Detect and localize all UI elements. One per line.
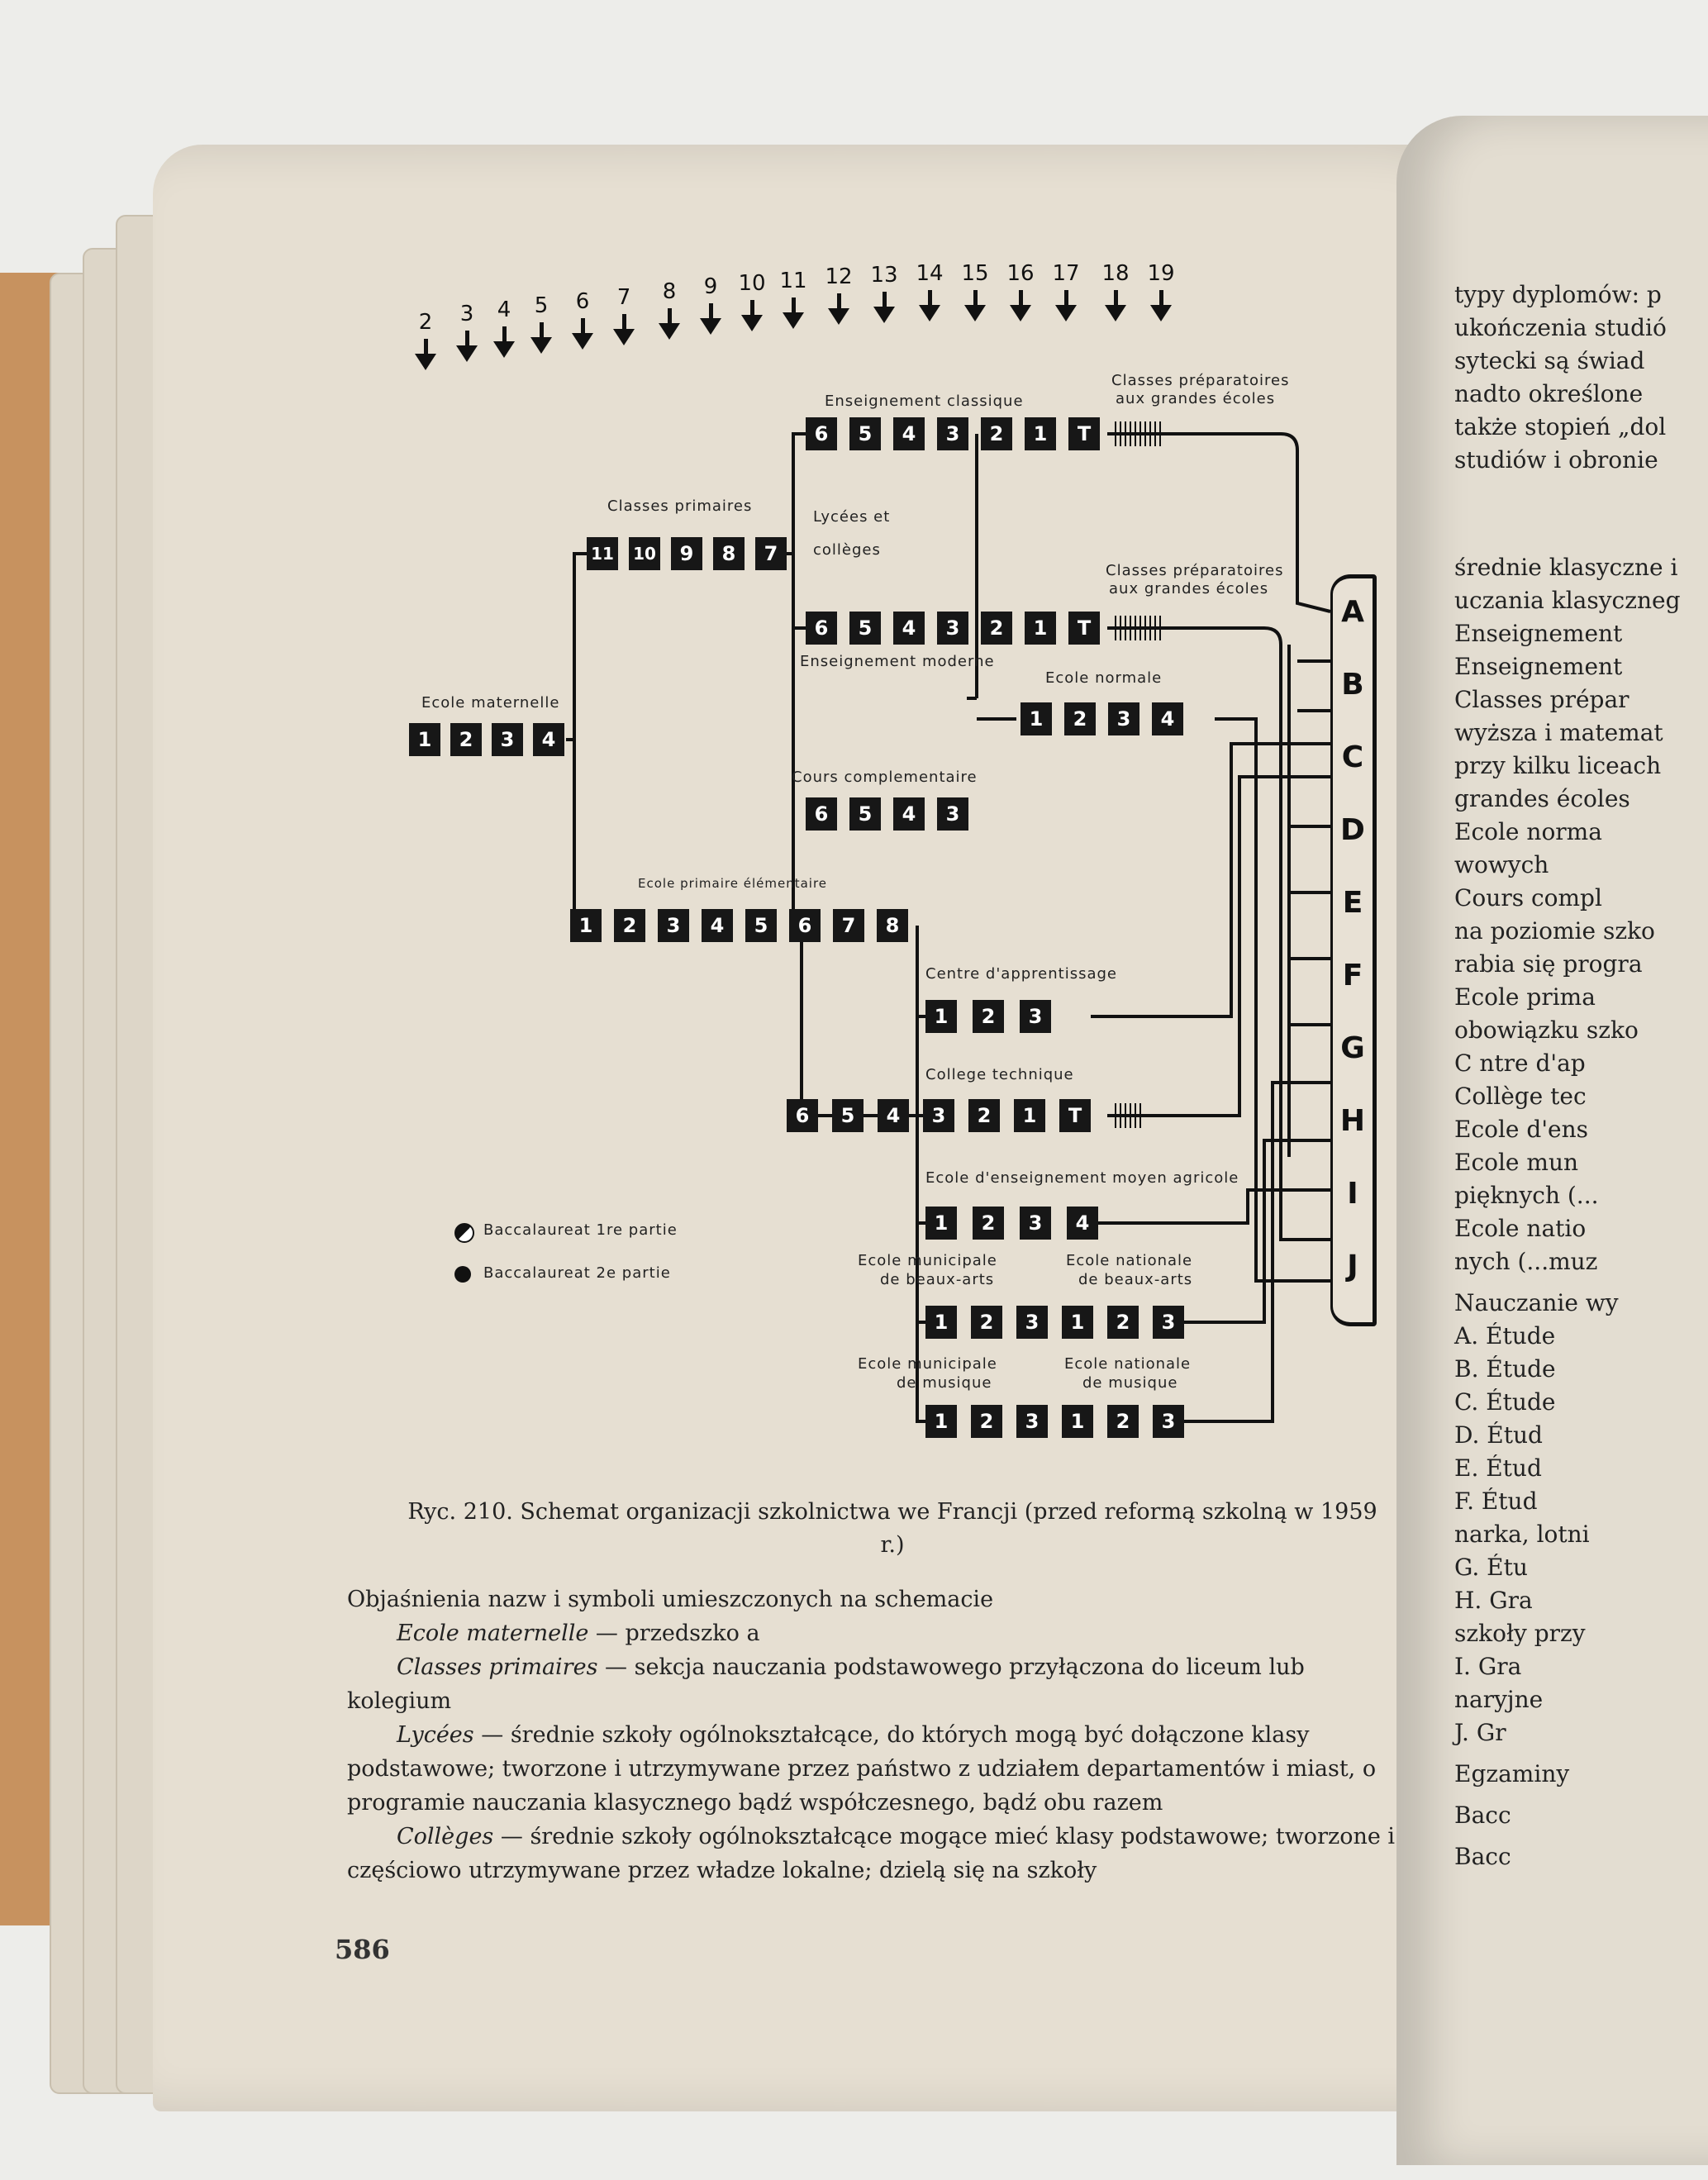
right-page-line: Nauczanie wy	[1454, 1289, 1619, 1316]
class-box-technique: 1	[1014, 1099, 1045, 1132]
right-page-line: C ntre d'ap	[1454, 1050, 1586, 1077]
label-classes-prep: Classes préparatoires	[1111, 372, 1290, 389]
right-page-line: Classes prépar	[1454, 686, 1629, 713]
down-arrow-icon	[502, 326, 507, 343]
definition: — średnie szkoły ogólnokształcące mogące mieć klasy podstawowe; tworzone i częściowo utrzymywane przez władze lokalne; dzielą się na szkoły	[347, 1824, 1396, 1883]
down-arrow-icon	[919, 305, 940, 321]
right-page-line: Collège tec	[1454, 1083, 1587, 1110]
right-page-line: J. Gr	[1454, 1719, 1506, 1746]
right-page-line: G. Étu	[1454, 1554, 1528, 1581]
class-box-classique: 1	[1025, 417, 1056, 450]
down-arrow-icon	[572, 333, 593, 350]
right-page-line: grandes écoles	[1454, 785, 1630, 812]
right-page-line: B. Étude	[1454, 1355, 1556, 1383]
paragraph	[347, 1820, 1405, 1887]
class-box-beaux_arts: 2	[971, 1306, 1002, 1339]
right-page-line: szkoły przy	[1454, 1620, 1586, 1647]
legend-bac-2: Baccalaureat 2e partie	[483, 1264, 671, 1282]
class-box-beaux_arts: 1	[1062, 1306, 1093, 1339]
class-box-musique: 1	[1062, 1405, 1093, 1438]
down-arrow-icon	[581, 318, 585, 335]
class-box-elementaire: 4	[702, 909, 733, 942]
class-box-moderne: 2	[981, 612, 1012, 645]
down-arrow-icon	[700, 318, 721, 335]
label-ecole-nat-ba-2: de beaux-arts	[1078, 1271, 1193, 1288]
diploma-letter: J	[1347, 1249, 1358, 1283]
class-box-musique: 3	[1153, 1405, 1184, 1438]
class-box-classique: 6	[806, 417, 837, 450]
right-page-line: A. Étude	[1454, 1322, 1556, 1349]
right-page-line: Ecole natio	[1454, 1215, 1587, 1242]
down-arrow-icon	[613, 329, 635, 345]
class-box-technique: 2	[968, 1099, 1000, 1132]
class-box-technique: 3	[923, 1099, 954, 1132]
age-label: 19	[1147, 261, 1175, 286]
class-box-musique: 3	[1016, 1405, 1048, 1438]
down-arrow-icon	[709, 303, 713, 320]
class-box-technique: 5	[832, 1099, 864, 1132]
right-page-line: narka, lotni	[1454, 1521, 1590, 1548]
class-box-normale: 3	[1108, 702, 1139, 735]
diploma-letter: G	[1340, 1031, 1365, 1065]
down-arrow-icon	[837, 293, 841, 310]
class-box-elementaire: 8	[877, 909, 908, 942]
class-box-elementaire: 1	[570, 909, 602, 942]
age-label: 13	[870, 263, 898, 288]
class-box-moderne: 3	[937, 612, 968, 645]
class-box-agricole: 4	[1067, 1207, 1098, 1240]
right-page-line: przy kilku liceach	[1454, 752, 1662, 779]
diploma-letter-column	[1330, 574, 1377, 1326]
label-lycees: Lycées et	[813, 508, 891, 526]
class-box-beaux_arts: 3	[1016, 1306, 1048, 1339]
right-page-line: sytecki są świad	[1454, 347, 1645, 374]
class-box-primaires: 8	[713, 537, 745, 570]
down-arrow-icon	[1010, 305, 1031, 321]
class-box-primaires: 11	[587, 537, 618, 570]
class-box-moderne: 4	[893, 612, 925, 645]
half-dot-icon	[454, 1223, 474, 1243]
age-label: 18	[1101, 261, 1130, 286]
right-page	[1396, 116, 1708, 2165]
down-arrow-icon	[668, 308, 672, 325]
age-label: 3	[459, 302, 474, 326]
diploma-letter: I	[1347, 1177, 1358, 1211]
diploma-letter: C	[1341, 740, 1364, 774]
class-box-technique: T	[1059, 1099, 1091, 1132]
class-box-classique: 4	[893, 417, 925, 450]
definition: — sekcja nauczania podstawowego przyłączona do liceum lub kolegium	[347, 1654, 1305, 1714]
class-box-primaires: 9	[671, 537, 702, 570]
class-box-technique: 4	[878, 1099, 909, 1132]
age-label: 8	[662, 279, 677, 304]
label-ecole-mun-ba: Ecole municipale	[858, 1252, 997, 1269]
label-ecole-mun-mu: Ecole municipale	[858, 1355, 997, 1373]
class-box-classique: 5	[849, 417, 881, 450]
right-page-line: Egzaminy	[1454, 1760, 1570, 1787]
diploma-letter: E	[1342, 886, 1363, 920]
page-number: 586	[335, 1934, 390, 1965]
right-page-line: średnie klasyczne i	[1454, 554, 1678, 581]
class-box-musique: 2	[1107, 1405, 1139, 1438]
right-page-line: na poziomie szko	[1454, 917, 1655, 945]
age-label: 12	[825, 264, 853, 289]
right-page-line: nadto określone	[1454, 380, 1644, 407]
down-arrow-icon	[828, 308, 849, 325]
school-system-diagram	[388, 248, 1413, 1471]
age-label: 16	[1006, 261, 1035, 286]
down-arrow-icon	[792, 297, 796, 314]
down-arrow-icon	[928, 290, 932, 307]
class-box-musique: 2	[971, 1405, 1002, 1438]
down-arrow-icon	[973, 290, 978, 307]
diploma-letter: D	[1340, 813, 1365, 847]
right-page-line: Bacc	[1454, 1843, 1511, 1870]
down-arrow-icon	[1159, 290, 1163, 307]
age-label: 9	[703, 274, 718, 299]
class-box-elementaire: 3	[658, 909, 689, 942]
right-page-line: nych (...muz	[1454, 1248, 1598, 1275]
label-ecole-mun-mu-2: de musique	[897, 1374, 992, 1392]
down-arrow-icon	[1105, 305, 1126, 321]
class-box-classique: 2	[981, 417, 1012, 450]
class-box-complementaire: 6	[806, 797, 837, 831]
right-page-line: uczania klasyczneg	[1454, 587, 1681, 614]
down-arrow-icon	[659, 323, 680, 340]
class-box-agricole: 1	[925, 1207, 957, 1240]
full-dot-icon	[454, 1266, 471, 1283]
diploma-letter: B	[1341, 668, 1364, 702]
class-box-maternelle: 3	[492, 723, 523, 756]
right-page-line: F. Étud	[1454, 1487, 1538, 1515]
class-box-maternelle: 1	[409, 723, 440, 756]
right-page-line: typy dyplomów: p	[1454, 281, 1662, 308]
label-ecole-normale: Ecole normale	[1045, 669, 1163, 687]
right-page-line: H. Gra	[1454, 1587, 1533, 1614]
class-box-maternelle: 4	[533, 723, 564, 756]
age-label: 7	[616, 285, 631, 310]
term: Classes primaires	[397, 1654, 598, 1680]
diploma-letter: H	[1339, 1104, 1366, 1138]
class-box-moderne: 5	[849, 612, 881, 645]
class-box-elementaire: 5	[745, 909, 777, 942]
explanation-heading: Objaśnienia nazw i symboli umieszczonych na schemacie	[347, 1587, 994, 1612]
class-box-complementaire: 4	[893, 797, 925, 831]
right-page-line: ukończenia studió	[1454, 314, 1667, 341]
label-centre-apprentissage: Centre d'apprentissage	[925, 965, 1117, 983]
right-page-line: Enseignement	[1454, 620, 1623, 647]
class-box-moderne: 1	[1025, 612, 1056, 645]
age-label: 2	[418, 310, 433, 335]
age-label: 4	[497, 297, 511, 322]
right-page-line: także stopień „dol	[1454, 413, 1667, 440]
right-page-line: Ecole d'ens	[1454, 1116, 1588, 1143]
down-arrow-icon	[540, 322, 544, 339]
age-label: 14	[916, 261, 944, 286]
right-page-line: wyższa i matemat	[1454, 719, 1663, 746]
label-ecole-mun-ba-2: de beaux-arts	[880, 1271, 995, 1288]
paragraph	[347, 1616, 1405, 1650]
right-page-line: I. Gra	[1454, 1653, 1522, 1680]
right-page-line: rabia się progra	[1454, 950, 1643, 978]
figure-caption: Ryc. 210. Schemat organizacji szkolnictwa we Francji (przed reformą szkolną w 1959 r.)	[407, 1499, 1377, 1558]
class-box-beaux_arts: 2	[1107, 1306, 1139, 1339]
class-box-normale: 1	[1021, 702, 1052, 735]
down-arrow-icon	[1064, 290, 1068, 307]
right-page-line: Ecole prima	[1454, 983, 1596, 1011]
down-arrow-icon	[1150, 305, 1172, 321]
diploma-letter: F	[1342, 959, 1363, 992]
paragraph	[347, 1650, 1405, 1718]
class-box-classique: 3	[937, 417, 968, 450]
label-ecole-nat-mu-2: de musique	[1082, 1374, 1178, 1392]
right-page-line: wowych	[1454, 851, 1549, 878]
class-box-classique: T	[1068, 417, 1100, 450]
class-box-complementaire: 3	[937, 797, 968, 831]
down-arrow-icon	[456, 345, 478, 362]
down-arrow-icon	[530, 337, 552, 354]
class-box-beaux_arts: 3	[1153, 1306, 1184, 1339]
down-arrow-icon	[873, 307, 895, 323]
right-page-line: naryjne	[1454, 1686, 1544, 1713]
age-label: 11	[779, 269, 807, 293]
class-box-beaux_arts: 1	[925, 1306, 957, 1339]
label-enseignement-moderne: Enseignement moderne	[800, 653, 995, 670]
down-arrow-icon	[622, 314, 626, 331]
term: Collèges	[397, 1824, 494, 1849]
label-college-technique: College technique	[925, 1066, 1074, 1083]
right-page-line: Bacc	[1454, 1802, 1511, 1829]
right-page-line: C. Étude	[1454, 1388, 1556, 1416]
term: Lycées	[397, 1722, 474, 1748]
right-page-line: Ecole norma	[1454, 818, 1602, 845]
class-box-moderne: 6	[806, 612, 837, 645]
label-cours-complementaire: Cours complementaire	[792, 769, 978, 786]
label-enseignement-classique: Enseignement classique	[825, 393, 1024, 410]
label-classes-prep-b: aux grandes écoles	[1116, 390, 1276, 407]
down-arrow-icon	[424, 339, 428, 355]
class-box-agricole: 2	[973, 1207, 1004, 1240]
class-box-primaires: 7	[755, 537, 787, 570]
right-page-line: Ecole mun	[1454, 1149, 1579, 1176]
right-page-line: Enseignement	[1454, 653, 1623, 680]
down-arrow-icon	[783, 312, 804, 329]
class-box-apprentissage: 3	[1020, 1000, 1051, 1033]
class-box-musique: 1	[925, 1405, 957, 1438]
down-arrow-icon	[1019, 290, 1023, 307]
class-box-maternelle: 2	[450, 723, 482, 756]
down-arrow-icon	[465, 331, 469, 347]
label-ecole-nat-mu: Ecole nationale	[1064, 1355, 1192, 1373]
down-arrow-icon	[964, 305, 986, 321]
class-box-primaires: 10	[629, 537, 660, 570]
right-page-line: obowiązku szko	[1454, 1016, 1639, 1044]
explanation-text	[347, 1583, 1405, 1887]
down-arrow-icon	[1055, 305, 1077, 321]
down-arrow-icon	[741, 315, 763, 331]
age-label: 17	[1052, 261, 1080, 286]
age-label: 10	[738, 271, 766, 296]
class-box-apprentissage: 1	[925, 1000, 957, 1033]
down-arrow-icon	[1114, 290, 1118, 307]
term: Ecole maternelle	[397, 1621, 589, 1646]
class-box-complementaire: 5	[849, 797, 881, 831]
class-box-elementaire: 7	[833, 909, 864, 942]
class-box-elementaire: 2	[614, 909, 645, 942]
class-box-normale: 2	[1064, 702, 1096, 735]
label-colleges: collèges	[813, 541, 881, 559]
age-label: 15	[961, 261, 989, 286]
label-classes-prep-2: Classes préparatoires	[1106, 562, 1284, 579]
right-page-line: studiów i obronie	[1454, 446, 1658, 474]
class-box-agricole: 3	[1020, 1207, 1051, 1240]
class-box-apprentissage: 2	[973, 1000, 1004, 1033]
class-box-normale: 4	[1152, 702, 1183, 735]
definition: — średnie szkoły ogólnokształcące, do których mogą być dołączone klasy podstawowe; tworzone i utrzymywane przez państwo z udziałem departamentów i miast, o programie nauczania klasycznego bądź współczesnego, bądź obu razem	[347, 1722, 1377, 1816]
class-box-technique: 6	[787, 1099, 818, 1132]
label-ecole-nat-ba: Ecole nationale	[1066, 1252, 1193, 1269]
right-page-line: E. Étud	[1454, 1454, 1542, 1482]
down-arrow-icon	[883, 292, 887, 308]
class-box-elementaire: 6	[789, 909, 821, 942]
legend-bac-1: Baccalaureat 1re partie	[483, 1221, 678, 1239]
label-classes-prep-2b: aux grandes écoles	[1109, 580, 1269, 597]
label-classes-primaires: Classes primaires	[607, 497, 753, 515]
label-ecole-maternelle: Ecole maternelle	[421, 694, 560, 712]
paragraph	[347, 1718, 1405, 1820]
class-box-moderne: T	[1068, 612, 1100, 645]
right-page-line: D. Étud	[1454, 1421, 1543, 1449]
down-arrow-icon	[415, 354, 436, 370]
age-label: 6	[575, 289, 590, 314]
right-page-line: pięknych (...	[1454, 1182, 1599, 1209]
down-arrow-icon	[750, 300, 754, 317]
label-ecole-primaire: Ecole primaire élémentaire	[638, 876, 828, 891]
down-arrow-icon	[493, 341, 515, 358]
label-ecole-agricole: Ecole d'enseignement moyen agricole	[925, 1169, 1239, 1187]
age-label: 5	[534, 293, 549, 318]
definition: — przedszko a	[588, 1621, 760, 1646]
diploma-letter: A	[1341, 595, 1364, 629]
right-page-line: Cours compl	[1454, 884, 1602, 912]
